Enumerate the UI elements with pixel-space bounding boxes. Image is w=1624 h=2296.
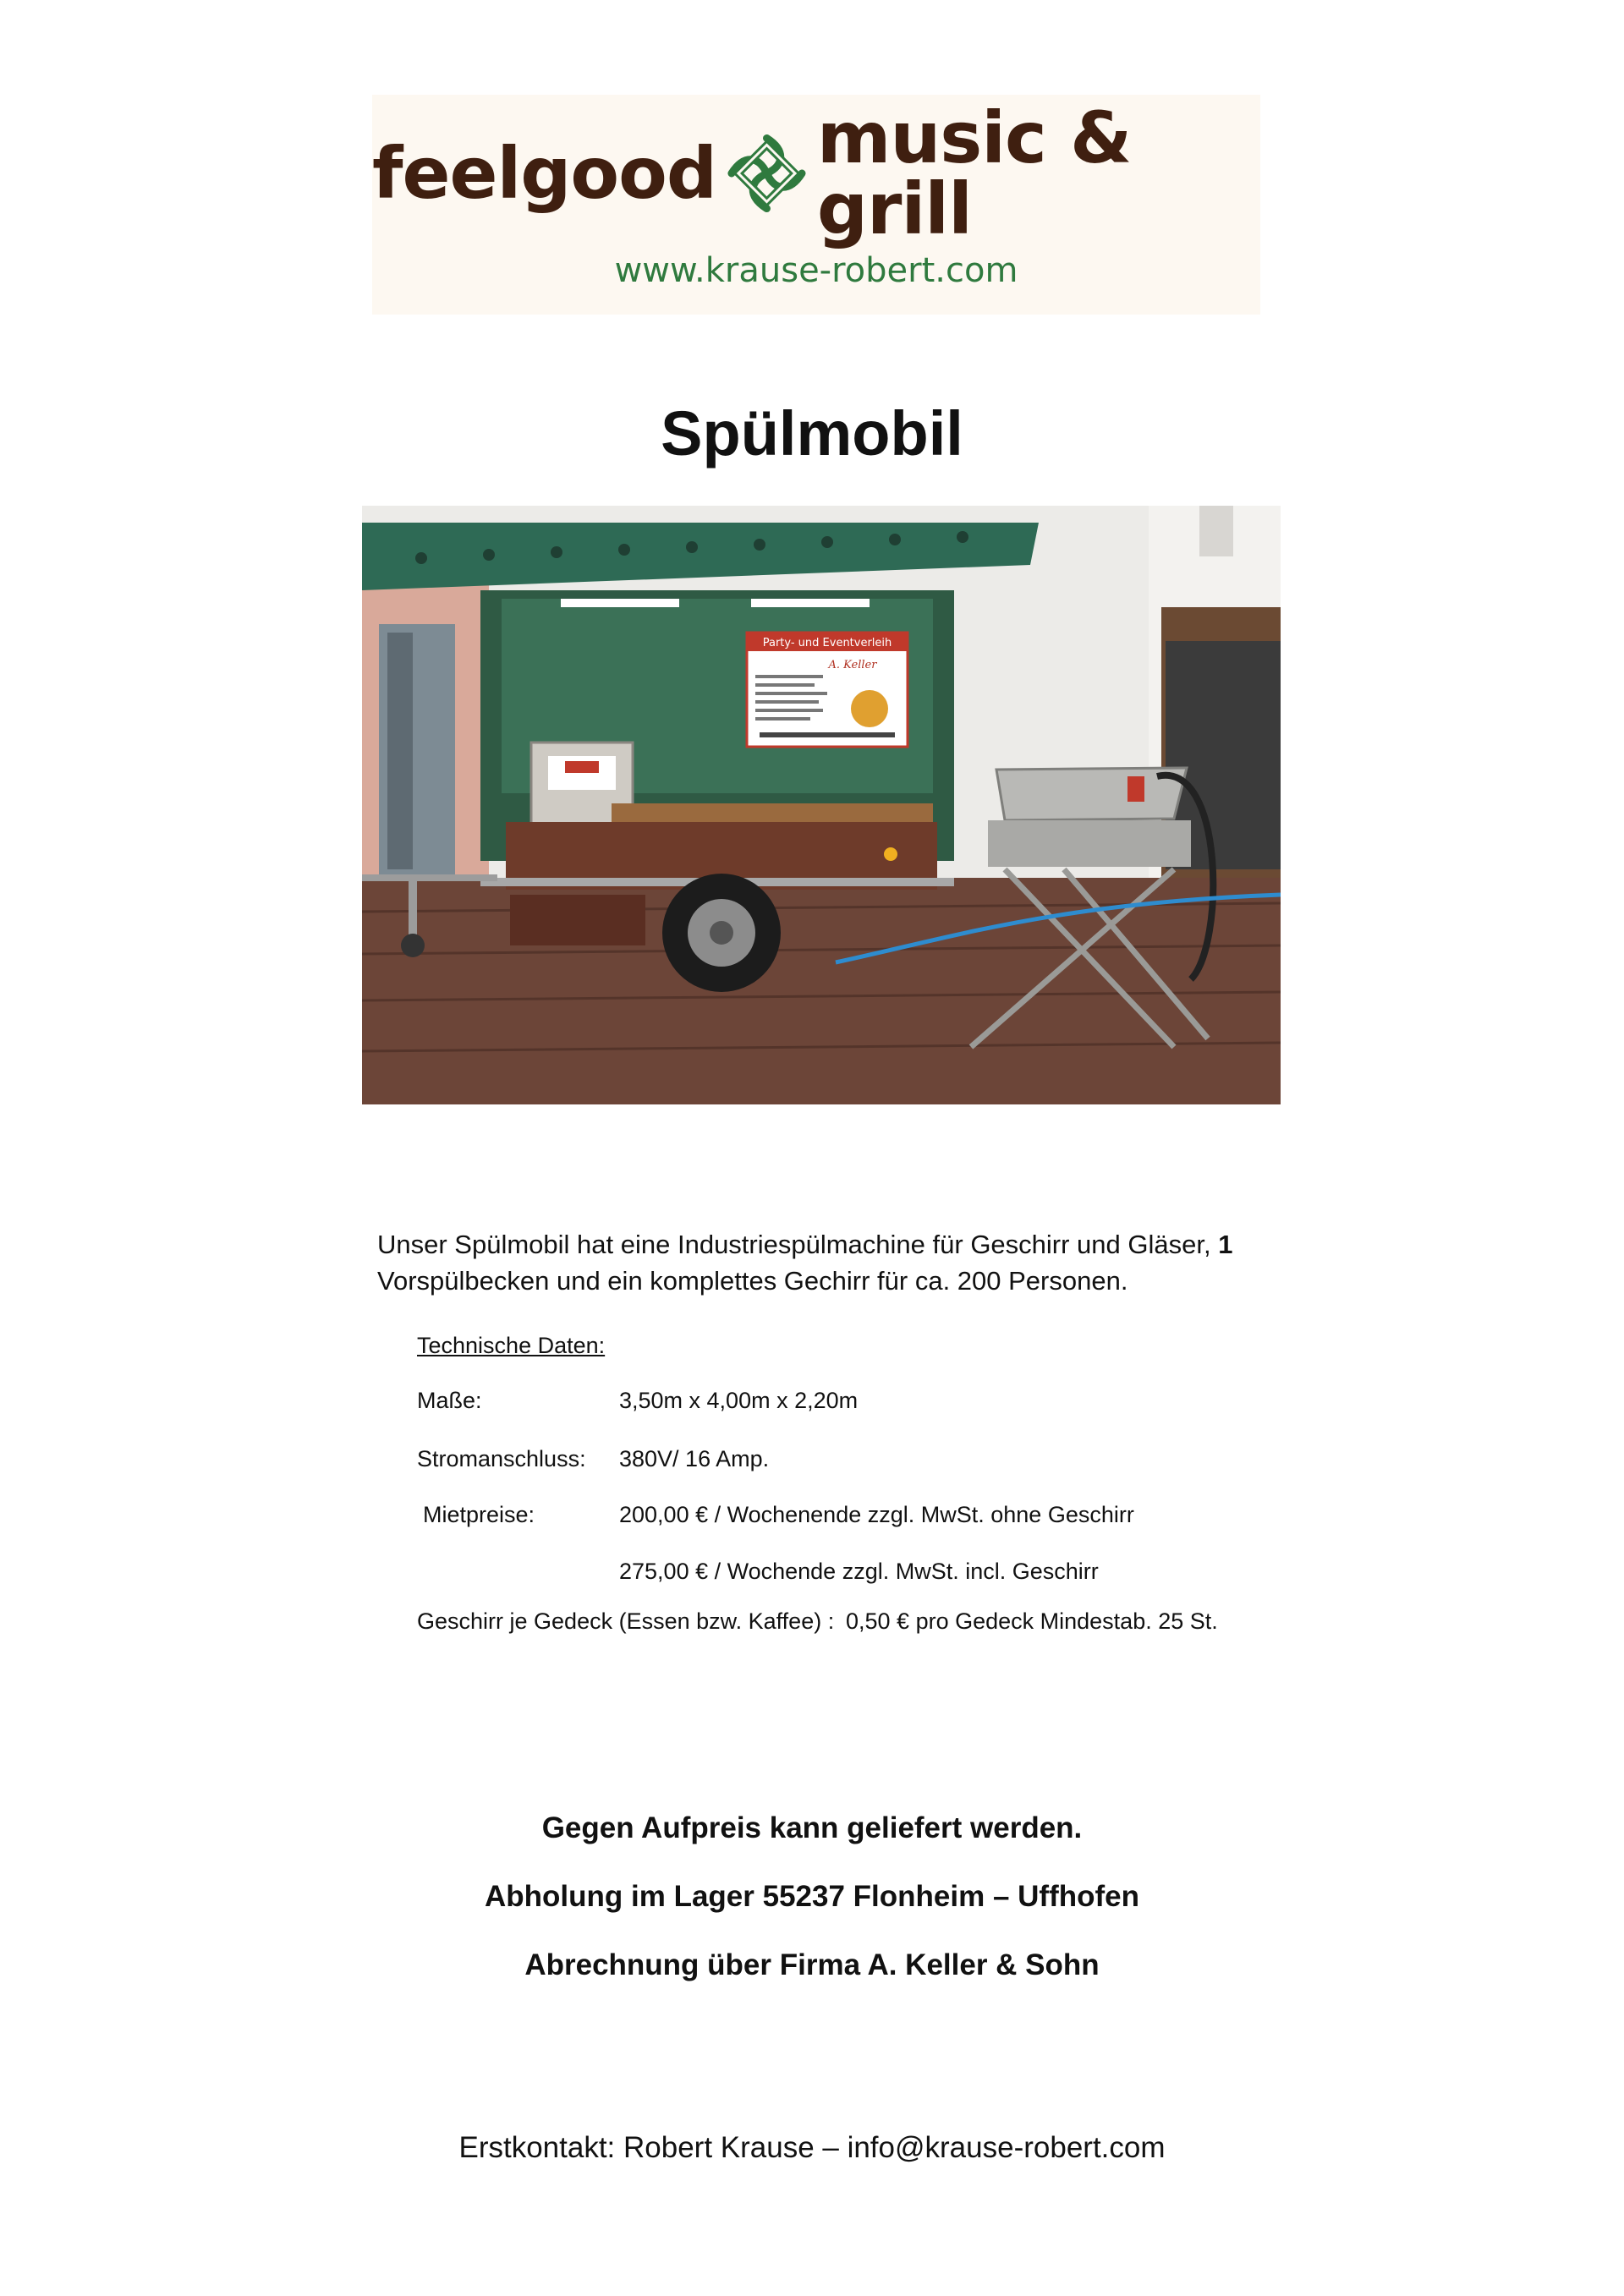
billing-note: Abrechnung über Firma A. Keller & Sohn: [524, 1948, 1100, 1981]
contact-footer: Erstkontakt: Robert Krause – info@krause-robert.com: [458, 2131, 1166, 2164]
header-banner: [372, 95, 1260, 315]
delivery-note: Gegen Aufpreis kann geliefert werden.: [541, 1811, 1083, 1844]
logo: [372, 96, 1260, 250]
power-value: 380V/ 16 Amp.: [619, 1446, 770, 1471]
logo-text-left: feelgood: [372, 132, 716, 215]
intro-line-2: Vorspülbecken und ein komplettes Gechirr für ca. 200 Personen.: [377, 1266, 1128, 1296]
website-url[interactable]: www.krause-robert.com: [614, 251, 1018, 290]
size-label: Maße:: [417, 1388, 482, 1413]
intro-count: 1: [1218, 1230, 1233, 1259]
power-label: Stromanschluss:: [417, 1446, 586, 1471]
intro-paragraph: [377, 1226, 1274, 1299]
dishes-value: 0,50 € pro Gedeck Mindestab. 25 St.: [846, 1608, 1218, 1634]
celtic-knot-icon: [725, 127, 809, 220]
sign-title: Party- und Eventverleih: [762, 637, 892, 649]
pickup-note: Abholung im Lager 55237 Flonheim – Uffhofen: [485, 1880, 1139, 1913]
price-value-1: 200,00 € / Wochenende zzgl. MwSt. ohne Geschirr: [619, 1502, 1134, 1527]
logo-text-right: music & grill: [816, 96, 1132, 250]
trailer-photo: [362, 506, 1281, 1104]
size-value: 3,50m x 4,00m x 2,20m: [619, 1388, 859, 1413]
intro-line-1: Unser Spülmobil hat eine Industriespülmachine für Geschirr und Gläser,: [377, 1230, 1211, 1259]
dishes-label: Geschirr je Gedeck (Essen bzw. Kaffee) :: [417, 1608, 835, 1634]
page-title: Spülmobil: [661, 398, 963, 469]
sign-brand: A. Keller: [828, 659, 877, 671]
price-value-2: 275,00 € / Wochende zzgl. MwSt. incl. Geschirr: [619, 1559, 1099, 1584]
price-label: Mietpreise:: [423, 1502, 535, 1527]
tech-heading: Technische Daten:: [417, 1333, 606, 1358]
